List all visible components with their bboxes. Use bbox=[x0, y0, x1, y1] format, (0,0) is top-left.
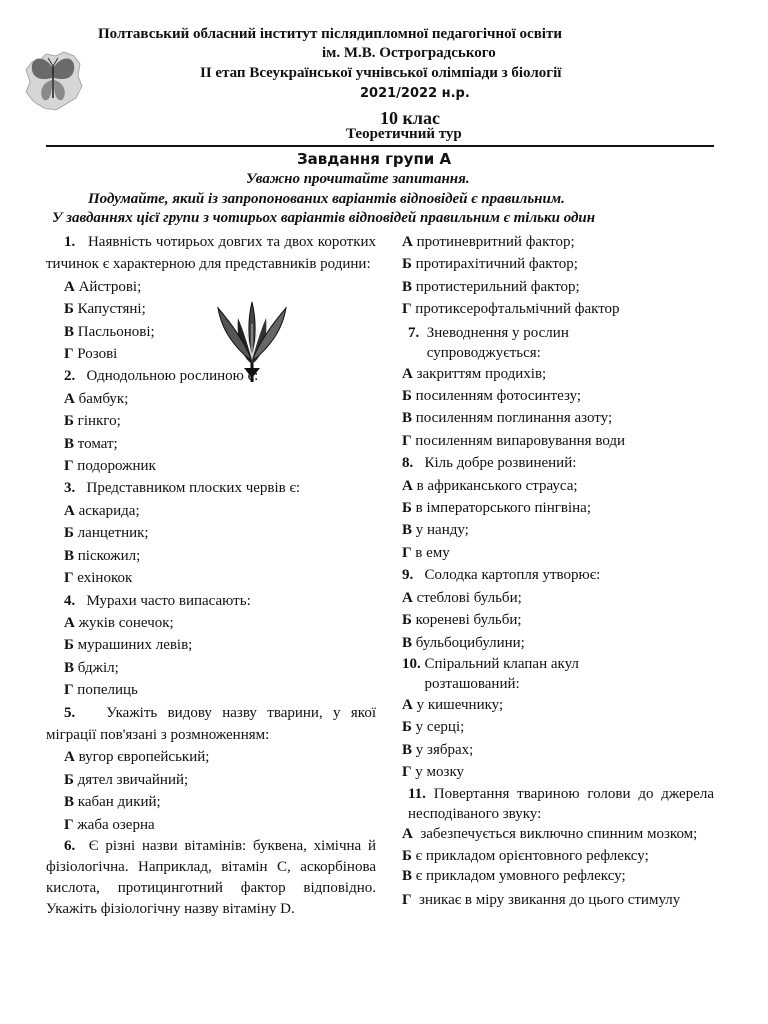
options-q11 bbox=[402, 824, 714, 912]
option-b[interactable]: Б ланцетник; bbox=[64, 525, 149, 542]
institute-name: Полтавський обласний інститут післядипломної педагогічної освіти bbox=[98, 26, 562, 42]
option-d[interactable]: Г у мозку bbox=[402, 764, 465, 781]
left-column bbox=[46, 231, 376, 920]
option-c[interactable]: В посиленням поглинання азоту; bbox=[402, 410, 613, 427]
option-b[interactable]: Б гінкго; bbox=[64, 413, 121, 430]
option-a[interactable]: А забезпечується виключно спинним мозком; bbox=[402, 825, 698, 842]
option-a[interactable]: А бамбук; bbox=[64, 390, 129, 407]
option-b[interactable]: Б у серці; bbox=[402, 719, 465, 736]
option-d[interactable]: Г подорожник bbox=[64, 458, 156, 475]
options-q2 bbox=[46, 388, 376, 478]
option-c[interactable]: В у зябрах; bbox=[402, 741, 474, 758]
option-a[interactable]: А закриттям продихів; bbox=[402, 365, 547, 382]
option-b[interactable]: Б Капустяні; bbox=[64, 301, 146, 318]
option-a[interactable]: А стеблові бульби; bbox=[402, 589, 522, 606]
question-6: 6. Є різні назви вітамінів: буквена, хімічна й фізіологічна. Наприклад, вітамін С, аскорбінова кислота, протицинготний фактор відповідно. Укажіть фізіологічну назву вітаміну D. bbox=[46, 837, 376, 917]
option-d[interactable]: Г ехінокок bbox=[64, 570, 133, 587]
option-c[interactable]: В бджіл; bbox=[64, 659, 119, 676]
options-q9 bbox=[402, 587, 714, 654]
options-q7 bbox=[402, 363, 714, 453]
option-a[interactable]: А жуків сонечок; bbox=[64, 614, 174, 631]
options-q10 bbox=[402, 694, 714, 784]
question-1: 1. Наявність чотирьох довгих та двох коротких тичинок є характерною для представників родини: bbox=[46, 234, 377, 273]
option-b[interactable]: Б є прикладом орієнтовного рефлексу; bbox=[402, 847, 649, 864]
options-q5 bbox=[46, 746, 376, 836]
question-10: 10. Спіральний клапан акул розташований: bbox=[402, 655, 579, 692]
option-c[interactable]: В піскожил; bbox=[64, 547, 141, 564]
option-d[interactable]: Г в ему bbox=[402, 544, 450, 561]
option-d[interactable]: Г попелиць bbox=[64, 682, 138, 699]
option-b[interactable]: Б дятел звичайний; bbox=[64, 771, 189, 788]
option-c[interactable]: В є прикладом умовного рефлексу; bbox=[402, 867, 626, 884]
tour-label: Теоретичний тур bbox=[346, 126, 462, 142]
option-d[interactable]: Г посиленням випаровування води bbox=[402, 432, 626, 449]
olympiad-stage: ІІ етап Всеукраїнської учнівської олімпіади з біології bbox=[200, 65, 562, 81]
header-divider bbox=[46, 145, 714, 147]
institute-patron: ім. М.В. Остроградського bbox=[322, 45, 496, 61]
task-group-title: Завдання групи А bbox=[297, 150, 452, 168]
question-9: 9. Солодка картопля утворює: bbox=[402, 567, 601, 584]
option-c[interactable]: В Пасльонові; bbox=[64, 323, 155, 340]
option-c[interactable]: В у нанду; bbox=[402, 522, 469, 539]
question-5: 5. Укажіть видову назву тварини, у якої міграції пов'язані з розмноженням: bbox=[46, 704, 376, 743]
instruction-one-correct: У завданнях цієї групи з чотирьох варіантів відповідей правильним є тільки один bbox=[52, 210, 596, 226]
option-d[interactable]: Г Розові bbox=[64, 346, 118, 363]
options-q6 bbox=[402, 231, 714, 321]
option-a[interactable]: А в африканського страуса; bbox=[402, 477, 578, 494]
option-c[interactable]: В бульбоцибулини; bbox=[402, 634, 525, 651]
option-a[interactable]: А у кишечнику; bbox=[402, 696, 504, 713]
option-a[interactable]: А вугор європейський; bbox=[64, 749, 210, 766]
option-b[interactable]: Б посиленням фотосинтезу; bbox=[402, 388, 582, 405]
option-b[interactable]: Б мурашиних левів; bbox=[64, 637, 193, 654]
option-c[interactable]: В томат; bbox=[64, 435, 118, 452]
instruction-think: Подумайте, який із запропонованих варіантів відповідей є правильним. bbox=[88, 191, 565, 207]
option-a[interactable]: А аскарида; bbox=[64, 502, 140, 519]
options-q3 bbox=[46, 500, 376, 590]
grade-label: 10 клас bbox=[380, 108, 440, 128]
option-b[interactable]: Б протирахітичний фактор; bbox=[402, 256, 578, 273]
option-a[interactable]: А протиневритний фактор; bbox=[402, 234, 575, 250]
option-d[interactable]: Г жаба озерна bbox=[64, 816, 155, 833]
options-q8 bbox=[402, 475, 714, 565]
option-c[interactable]: В кабан дикий; bbox=[64, 794, 161, 811]
question-3: 3. Представником плоских червів є: bbox=[64, 480, 301, 497]
option-c[interactable]: В протистерильний фактор; bbox=[402, 278, 580, 295]
academic-year: 2021/2022 н.р. bbox=[360, 86, 470, 101]
options-q4 bbox=[46, 612, 376, 702]
instruction-read: Уважно прочитайте запитання. bbox=[246, 171, 470, 187]
options-q1 bbox=[46, 276, 376, 366]
right-column bbox=[402, 231, 714, 912]
butterfly-logo-icon bbox=[22, 48, 84, 114]
option-d[interactable]: Г зникає в міру звикання до цього стимулу bbox=[402, 891, 681, 908]
option-a[interactable]: А Айстрові; bbox=[64, 278, 142, 295]
question-8: 8. Кіль добре розвинений: bbox=[402, 455, 577, 472]
option-d[interactable]: Г протиксерофтальмічний фактор bbox=[402, 301, 620, 318]
question-2: 2. Однодольною рослиною є: bbox=[64, 368, 259, 385]
question-4: 4. Мурахи часто випасають: bbox=[64, 592, 251, 609]
question-11: 11. Повертання твариною голови до джерела несподіваного звуку: bbox=[408, 785, 715, 822]
option-b[interactable]: Б кореневі бульби; bbox=[402, 612, 522, 629]
option-b[interactable]: Б в імператорського пінгвіна; bbox=[402, 500, 592, 517]
question-7: 7. Зневоднення у рослин супроводжується: bbox=[408, 324, 569, 361]
